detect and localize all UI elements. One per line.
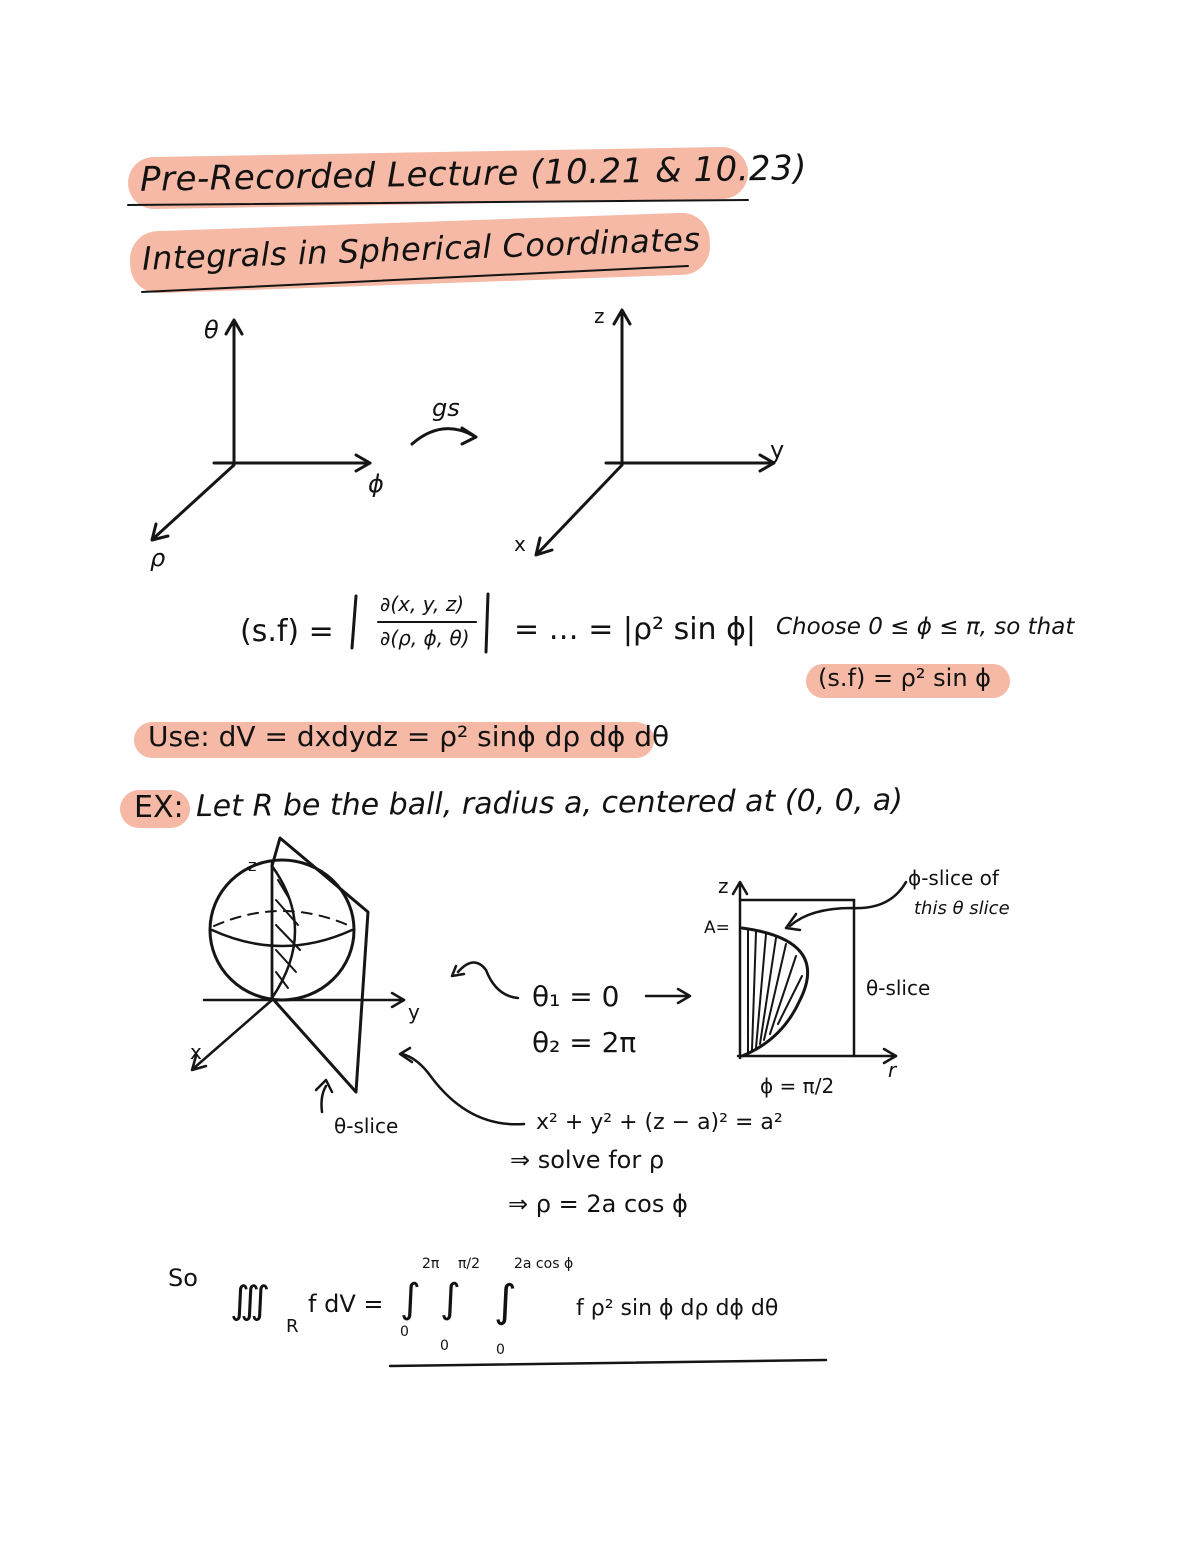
- mid-upper-limit: π/2: [458, 1256, 481, 1272]
- theta-axis-label: θ: [204, 316, 219, 344]
- sf-lhs: (s.f) =: [240, 614, 334, 649]
- hatch: [276, 900, 298, 925]
- mid-lower-limit: 0: [440, 1338, 449, 1354]
- slice-z-label: z: [718, 874, 729, 898]
- phi-slice-note-1: ϕ-slice of: [908, 866, 999, 890]
- rho-axis: [154, 465, 234, 538]
- rho-axis-label: ρ: [150, 544, 166, 572]
- phi-limit: ϕ = π/2: [760, 1074, 835, 1098]
- sf-rhs: = … = |ρ² sin ϕ|: [514, 612, 757, 647]
- gs-arrowhead: [462, 428, 476, 444]
- outer-upper-limit: 2π: [422, 1256, 440, 1272]
- inner-lower-limit: 0: [496, 1342, 505, 1358]
- jacobian-bar-right: [486, 594, 488, 652]
- example-label: EX:: [134, 790, 184, 825]
- integral-underline: [390, 1360, 826, 1366]
- sf-result: (s.f) = ρ² sin ϕ: [818, 664, 992, 692]
- theta-slice-pointer: [322, 1086, 327, 1112]
- jacobian-bar-left: [352, 596, 356, 648]
- gs-label: gs: [432, 394, 460, 422]
- hatch: [760, 938, 776, 1044]
- outer-lower-limit: 0: [400, 1324, 409, 1340]
- page-title: Pre-Recorded Lecture (10.21 & 10.23): [139, 148, 808, 200]
- title-underline: [128, 200, 748, 205]
- sf-note: Choose 0 ≤ ϕ ≤ π, so that: [776, 614, 1075, 640]
- phi-slice-note-2: this θ slice: [914, 898, 1010, 919]
- subtitle-underline: [142, 266, 688, 292]
- solve-step: ⇒ solve for ρ: [510, 1146, 665, 1174]
- sphere-equator-back: [214, 911, 350, 926]
- integral-lhs-rest: f dV =: [308, 1290, 384, 1318]
- curve-arrow: [402, 1054, 524, 1124]
- sphere-y-label: y: [408, 1000, 420, 1024]
- theta-slice-label-right: θ-slice: [866, 976, 931, 1000]
- theta-range-2: θ₂ = 2π: [532, 1026, 637, 1059]
- rho-result: ⇒ ρ = 2a cos ϕ: [508, 1190, 688, 1218]
- theta-range-1: θ₁ = 0: [532, 980, 620, 1013]
- phi-slice-pointer: [790, 882, 906, 926]
- inner-upper-limit: 2a cos ϕ: [514, 1256, 574, 1272]
- phi-axis-label: ϕ: [368, 470, 384, 498]
- sphere-z-label: z: [248, 856, 257, 875]
- sphere-x-axis: [194, 1000, 272, 1068]
- region-subscript: R: [286, 1316, 299, 1337]
- y-axis-label: y: [770, 436, 785, 464]
- half-plane: [272, 838, 368, 1092]
- sphere-x-label: x: [190, 1040, 202, 1064]
- inner-integral-sign: ∫: [494, 1276, 517, 1327]
- outer-integral-sign: ∫: [400, 1276, 421, 1322]
- hatch: [752, 932, 756, 1050]
- integrand: f ρ² sin ϕ dρ dϕ dθ: [576, 1296, 779, 1321]
- mid-integral-sign: ∫: [440, 1276, 461, 1322]
- triple-integral-symbol: ∭: [230, 1278, 271, 1322]
- theta-slice-label-left: θ-slice: [334, 1114, 399, 1138]
- x-axis-label: x: [514, 532, 526, 556]
- point-a-label: A=: [704, 918, 730, 938]
- z-axis-label: z: [594, 304, 605, 328]
- slice-r-label: r: [888, 1058, 897, 1082]
- example-text: Let R be the ball, radius a, centered at (0, 0, a): [195, 782, 904, 825]
- x-axis: [538, 465, 622, 553]
- use-line: Use: dV = dxdydz = ρ² sinϕ dρ dϕ dθ: [148, 720, 670, 753]
- hatch: [278, 880, 290, 900]
- sphere-equation: x² + y² + (z − a)² = a²: [536, 1110, 783, 1135]
- squiggle: [458, 962, 518, 998]
- so-label: So: [168, 1264, 198, 1292]
- jacobian-numerator: ∂(x, y, z): [380, 592, 464, 616]
- page-subtitle: Integrals in Spherical Coordinates: [141, 220, 702, 278]
- jacobian-denominator: ∂(ρ, ϕ, θ): [380, 626, 470, 650]
